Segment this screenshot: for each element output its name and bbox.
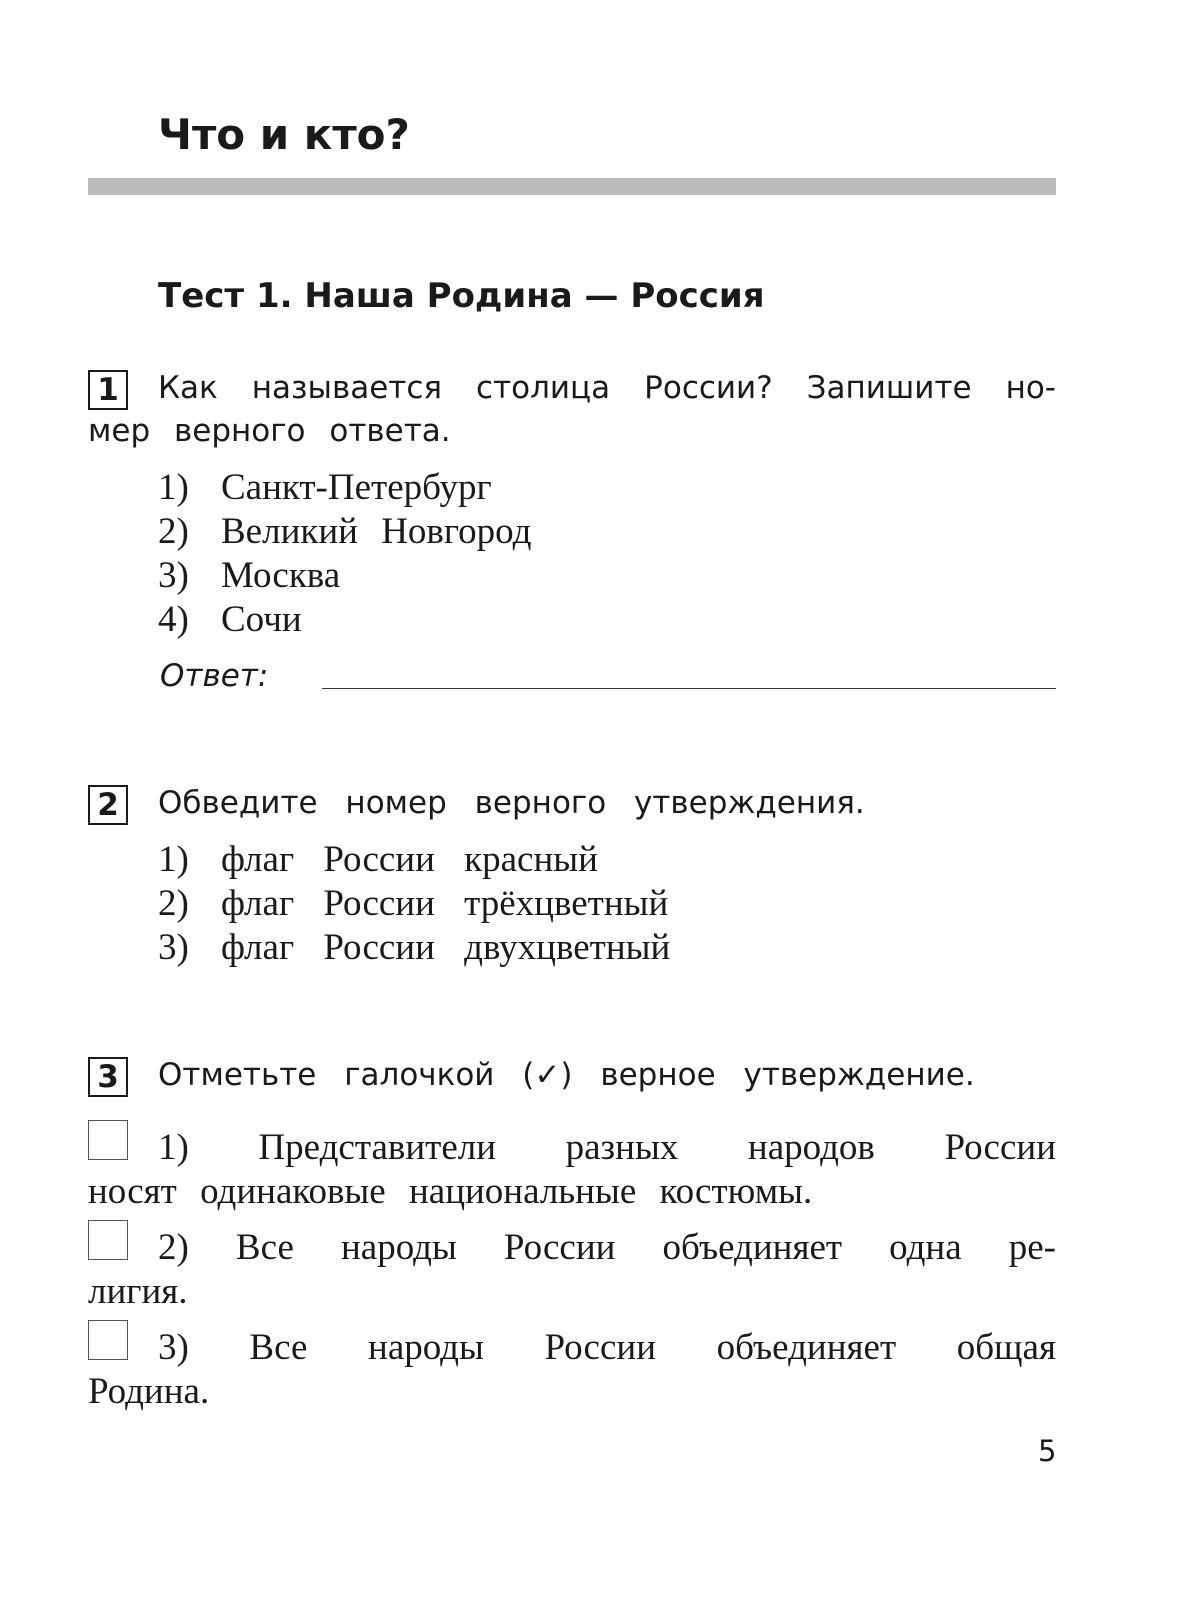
question-2-text: Обведите номер верного утверждения. (158, 785, 865, 821)
option-number: 4) (158, 599, 189, 640)
option-text: флаг России двухцветный (221, 927, 671, 968)
question-1-text-line-2: мер верного ответа. (88, 413, 451, 449)
test-title: Тест 1. Наша Родина — Россия (158, 276, 765, 316)
title-divider-bar (88, 178, 1056, 195)
option-text: Великий Новгород (221, 511, 532, 552)
page-title: Что и кто? (158, 110, 410, 159)
question-3-number-box: 3 (88, 1057, 128, 1097)
option-text: Сочи (221, 599, 302, 640)
option-number: 1) (158, 467, 189, 508)
question-2-number-box: 2 (88, 785, 128, 825)
option-number: 3) (158, 555, 189, 596)
answer-label: Ответ: (160, 658, 269, 694)
answer-input-line[interactable] (322, 688, 1056, 689)
statement-1-checkbox[interactable] (88, 1120, 128, 1160)
question-1-number-box: 1 (88, 370, 128, 410)
statement-2-line-2: лигия. (88, 1271, 188, 1312)
statement-3-checkbox[interactable] (88, 1320, 128, 1360)
option-text: флаг России красный (221, 839, 598, 880)
page-number: 5 (1038, 1434, 1057, 1468)
question-3-text: Отметьте галочкой (✓) верное утверждение. (158, 1057, 975, 1093)
statement-1-line-1: 1) Представители разных народов России (158, 1127, 1056, 1168)
statement-3-line-1: 3) Все народы России объединяет общая (158, 1327, 1056, 1368)
statement-2-checkbox[interactable] (88, 1220, 128, 1260)
statement-3-line-2: Родина. (88, 1371, 210, 1412)
option-number: 2) (158, 511, 189, 552)
question-1-text-line-1: Как называется столица России? Запишите но- (158, 370, 1056, 406)
option-text: флаг России трёхцветный (221, 883, 669, 924)
statement-1-line-2: носят одинаковые национальные костюмы. (88, 1171, 813, 1212)
option-number[interactable]: 3) (158, 927, 189, 968)
option-number[interactable]: 2) (158, 883, 189, 924)
statement-2-line-1: 2) Все народы России объединяет одна ре- (158, 1227, 1056, 1268)
option-text: Москва (221, 555, 341, 596)
option-number[interactable]: 1) (158, 839, 189, 880)
option-text: Санкт-Петербург (221, 467, 492, 508)
